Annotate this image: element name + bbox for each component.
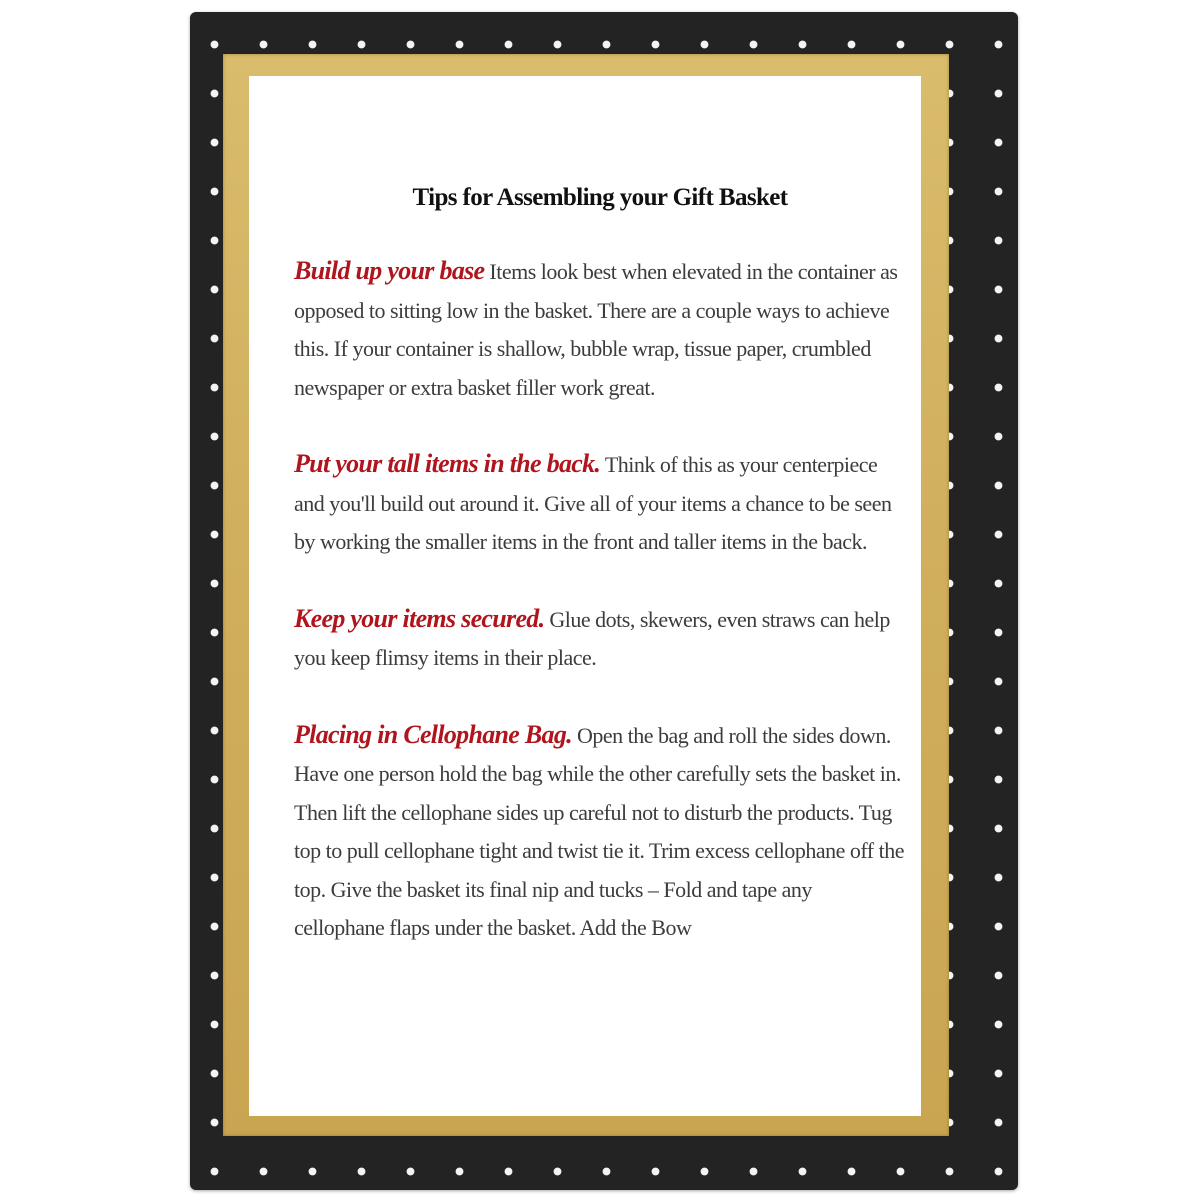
tip-build-base [294,252,906,407]
tip-heading: Placing in Cellophane Bag. [294,719,572,749]
tip-heading: Put your tall items in the back. [294,449,601,478]
tip-secure-items [294,600,906,678]
polka-dot-frame [190,12,1018,1190]
tip-heading: Build up your base [294,256,485,285]
gold-border [223,54,949,1136]
tip-heading: Keep your items secured. [294,603,545,633]
tip-body: Think of this as your centerpiece and you'll build out around it. Give all of your items a chance to be seen by working the smaller items in the front and taller items in the back. [294,452,892,554]
tip-tall-items [294,445,906,562]
tip-body: Open the bag and roll the sides down. Have one person hold the bag while the other carefully sets the basket in. Then lift the cellophane sides up careful not to disturb the products. Tug top to pull cellophane tight and twist tie it. Trim excess cellophane off the top. Give the basket its final nip and tucks – Fold and tape any cellophane flaps under the basket. Add the Bow [294,722,904,940]
tip-body: Items look best when elevated in the container as opposed to sitting low in the basket. There are a couple ways to achieve this. If your container is shallow, bubble wrap, tissue paper, crumbled newspaper or extra basket filler work great. [294,259,898,400]
tip-body: Glue dots, skewers, even straws can help you keep flimsy items in their place. [294,606,890,670]
tips-card [249,76,921,1116]
page-title: Tips for Assembling your Gift Basket [412,184,788,211]
tip-cellophane-bag [294,716,906,948]
tips-content [294,184,906,986]
